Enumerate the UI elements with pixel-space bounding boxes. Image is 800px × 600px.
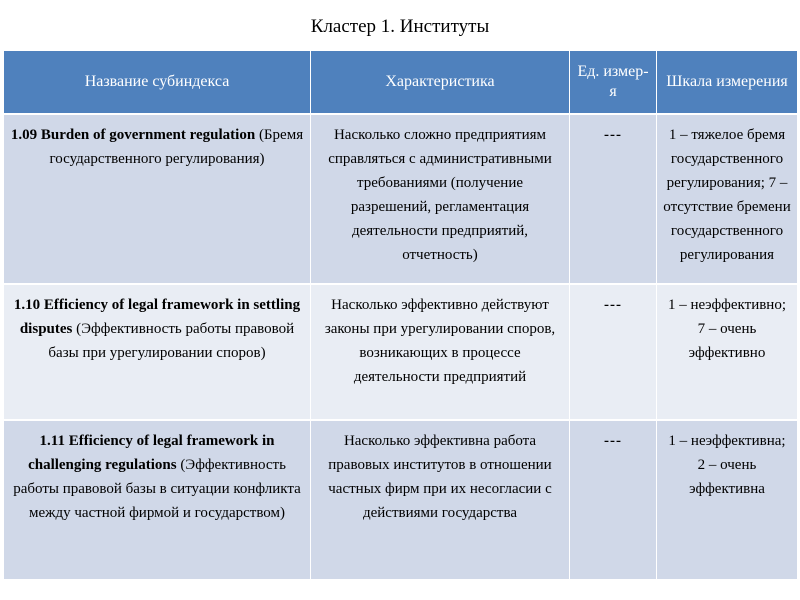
cell-characteristic: Насколько сложно предприятиям справляться с административными требованиями (получение разрешений, регламентация деятельности предприятий, отчетность): [311, 114, 570, 284]
cell-unit: ---: [570, 284, 657, 420]
header-name: Название субиндекса: [4, 51, 311, 114]
subindex-name-en: 1.10 Efficiency of legal framework in settling disputes: [13, 297, 301, 337]
cell-characteristic: Насколько эффективна работа правовых институтов в отношении частных фирм при их несогласии с действиями государства: [311, 420, 570, 579]
cell-scale: 1 – неэффективна; 2 – очень эффективна: [657, 420, 798, 579]
cell-scale: 1 – тяжелое бремя государственного регулирования; 7 – отсутствие бремени государственного регулирования: [657, 114, 798, 284]
cell-name: [4, 114, 311, 284]
cell-unit: ---: [570, 114, 657, 284]
subindex-name-ru: (Бремя государственного регулирования): [49, 127, 304, 167]
cell-unit: ---: [570, 420, 657, 579]
table-header-row: [4, 51, 798, 114]
header-unit: Ед. измер-я: [570, 51, 657, 114]
subindex-table: [3, 51, 798, 579]
table-row: [4, 114, 798, 284]
page-title: Кластер 1. Институты: [310, 16, 490, 37]
subindex-name-en: 1.11 Efficiency of legal framework in challenging regulations: [28, 433, 275, 473]
header-characteristic: Характеристика: [311, 51, 570, 114]
subindex-name-ru: (Эффективность работы правовой базы в ситуации конфликта между частной фирмой и государством): [13, 457, 301, 521]
cell-name: [4, 420, 311, 579]
cell-name: [4, 284, 311, 420]
cell-scale: 1 – неэффективно; 7 – очень эффективно: [657, 284, 798, 420]
table-row: [4, 420, 798, 579]
cell-characteristic: Насколько эффективно действуют законы при урегулировании споров, возникающих в процессе деятельности предприятий: [311, 284, 570, 420]
subindex-name-ru: (Эффективность работы правовой базы при урегулировании споров): [48, 321, 295, 361]
header-scale: Шкала измерения: [657, 51, 798, 114]
subindex-name-en: 1.09 Burden of government regulation: [10, 127, 256, 143]
table-row: [4, 284, 798, 420]
